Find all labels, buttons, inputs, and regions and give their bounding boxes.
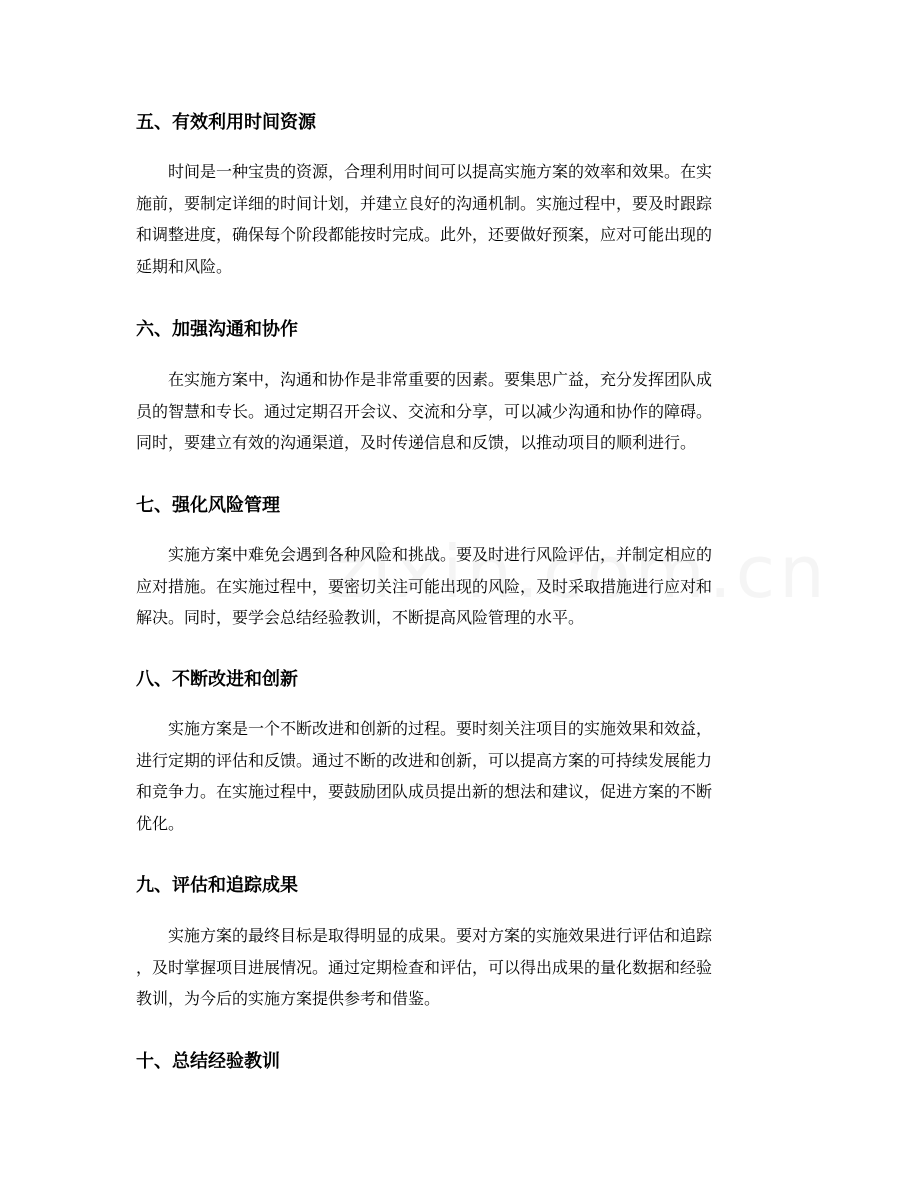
paragraph-line: 实施方案中难免会遇到各种风险和挑战。要及时进行风险评估，并制定相应的 bbox=[168, 545, 713, 564]
paragraph-line: ，及时掌握项目进展情况。通过定期检查和评估，可以得出成果的量化数据和经验 bbox=[136, 957, 713, 977]
section-paragraph-6 bbox=[136, 364, 786, 459]
section-paragraph-8 bbox=[136, 713, 786, 839]
paragraph-line: 应对措施。在实施过程中，要密切关注可能出现的风险，及时采取措施进行应对和 bbox=[136, 576, 713, 596]
paragraph-line: 实施方案的最终目标是取得明显的成果。要对方案的实施效果进行评估和追踪 bbox=[168, 926, 713, 945]
section-paragraph-5 bbox=[136, 156, 786, 282]
section-heading-6: 六、加强沟通和协作 bbox=[136, 319, 298, 340]
paragraph-line: 解决。同时，要学会总结经验教训，不断提高风险管理的水平。 bbox=[136, 608, 585, 627]
paragraph-line: 优化。 bbox=[136, 813, 185, 833]
paragraph-line: 实施方案是一个不断改进和创新的过程。要时刻关注项目的实施效果和效益， bbox=[168, 719, 713, 738]
paragraph-line: 时间是一种宝贵的资源，合理利用时间可以提高实施方案的效率和效果。在实 bbox=[168, 162, 713, 181]
paragraph-line: 同时，要建立有效的沟通渠道，及时传递信息和反馈，以推动项目的顺利进行。 bbox=[136, 433, 697, 452]
section-heading-5: 五、有效利用时间资源 bbox=[136, 112, 316, 133]
paragraph-line: 教训，为今后的实施方案提供参考和借鉴。 bbox=[136, 989, 441, 1008]
paragraph-line: 延期和风险。 bbox=[136, 256, 233, 276]
section-paragraph-7 bbox=[136, 539, 786, 634]
paragraph-line: 进行定期的评估和反馈。通过不断的改进和创新，可以提高方案的可持续发展能力 bbox=[136, 750, 713, 770]
section-heading-7: 七、强化风险管理 bbox=[136, 495, 280, 516]
section-heading-10: 十、总结经验教训 bbox=[136, 1051, 280, 1072]
section-heading-9: 九、评估和追踪成果 bbox=[136, 875, 298, 896]
section-paragraph-9 bbox=[136, 920, 786, 1015]
section-heading-8: 八、不断改进和创新 bbox=[136, 669, 298, 690]
paragraph-line: 和竞争力。在实施过程中，要鼓励团队成员提出新的想法和建议，促进方案的不断 bbox=[136, 782, 713, 801]
paragraph-line: 在实施方案中，沟通和协作是非常重要的因素。要集思广益，充分发挥团队成 bbox=[168, 370, 713, 389]
paragraph-line: 和调整进度，确保每个阶段都能按时完成。此外，还要做好预案，应对可能出现的 bbox=[136, 225, 713, 244]
paragraph-line: 施前，要制定详细的时间计划，并建立良好的沟通机制。实施过程中，要及时跟踪 bbox=[136, 193, 713, 213]
paragraph-line: 员的智慧和专长。通过定期召开会议、交流和分享，可以减少沟通和协作的障碍。 bbox=[136, 401, 713, 421]
